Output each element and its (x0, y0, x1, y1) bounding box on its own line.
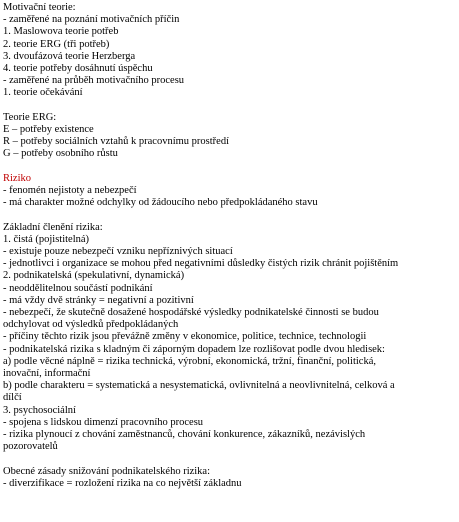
text-line: pozorovatelů (3, 441, 58, 453)
text-line: b) podle charakteru = systematická a nesystematická, ovlivnitelná a neovlivnitelná, celková a (3, 380, 395, 392)
text-line: - podnikatelská rizika s kladným či záporným dopadem lze rozlišovat podle dvou hledisek: (3, 343, 385, 355)
text-line: Základní členění rizika: (3, 221, 103, 233)
text-line: a) podle věcné náplně = rizika technická, výrobní, ekonomická, tržní, finanční, politická, (3, 355, 376, 367)
text-line: inovační, informační (3, 368, 91, 380)
text-line: Motivační teorie: (3, 2, 76, 13)
text-line: 1. Maslowova teorie potřeb (3, 26, 119, 38)
blank-line (3, 453, 459, 465)
text-line: - rizika plynoucí z chování zaměstnanců, chování konkurence, zákazníků, nezávislých (3, 429, 366, 441)
text-line: E – potřeby existence (3, 124, 94, 136)
blank-line (3, 161, 459, 173)
text-line: 2. podnikatelská (spekulativní, dynamická) (3, 270, 185, 282)
text-line: - neoddělitelnou součástí podnikání (3, 282, 153, 294)
text-line: - zaměřené na průběh motivačního procesu (3, 75, 185, 87)
blank-line (3, 209, 459, 221)
text-line: 4. teorie potřeby dosáhnutí úspěchu (3, 63, 153, 75)
text-line: - nebezpečí, že skutečně dosažené hospodářské výsledky podnikatelské činnosti se budou (3, 307, 379, 319)
section-heading-red: Riziko (3, 172, 31, 184)
text-line: 1. čistá (pojistitelná) (3, 233, 90, 245)
text-line: 2. teorie ERG (tři potřeb) (3, 38, 110, 50)
text-line: - diverzifikace = rozložení rizika na co největší základnu (3, 477, 242, 489)
text-line: 3. dvoufázová teorie Herzberga (3, 50, 136, 62)
text-line: - fenomén nejistoty a nebezpečí (3, 185, 137, 197)
text-line: 1. teorie očekávání (3, 87, 83, 99)
text-line: dílčí (3, 392, 22, 404)
text-line: - má vždy dvě stránky = negativní a pozitivní (3, 294, 194, 306)
text-line: - jednotlivci i organizace se mohou před negativními důsledky čistých rizik chránit pojištěním (3, 258, 399, 270)
blank-line (3, 100, 459, 112)
text-line: - spojena s lidskou dimenzí pracovního procesu (3, 416, 204, 428)
text-line: Obecné zásady snižování podnikatelského rizika: (3, 465, 211, 477)
text-line: R – potřeby sociálních vztahů k pracovnímu prostředí (3, 136, 229, 148)
text-line: odchylovat od výsledků předpokládaných (3, 319, 179, 331)
text-line: - má charakter možné odchylky od žádoucího nebo předpokládaného stavu (3, 197, 318, 209)
text-line: - příčiny těchto rizik jsou převážně změny v ekonomice, politice, technice, technologii (3, 331, 367, 343)
text-line: 3. psychosociální (3, 404, 76, 416)
text-line: Teorie ERG: (3, 111, 57, 123)
text-line: - existuje pouze nebezpečí vzniku nepříznivých situací (3, 246, 233, 258)
text-line: G – potřeby osobního růstu (3, 148, 118, 160)
text-line: - zaměřené na poznání motivačních příčin (3, 14, 180, 26)
